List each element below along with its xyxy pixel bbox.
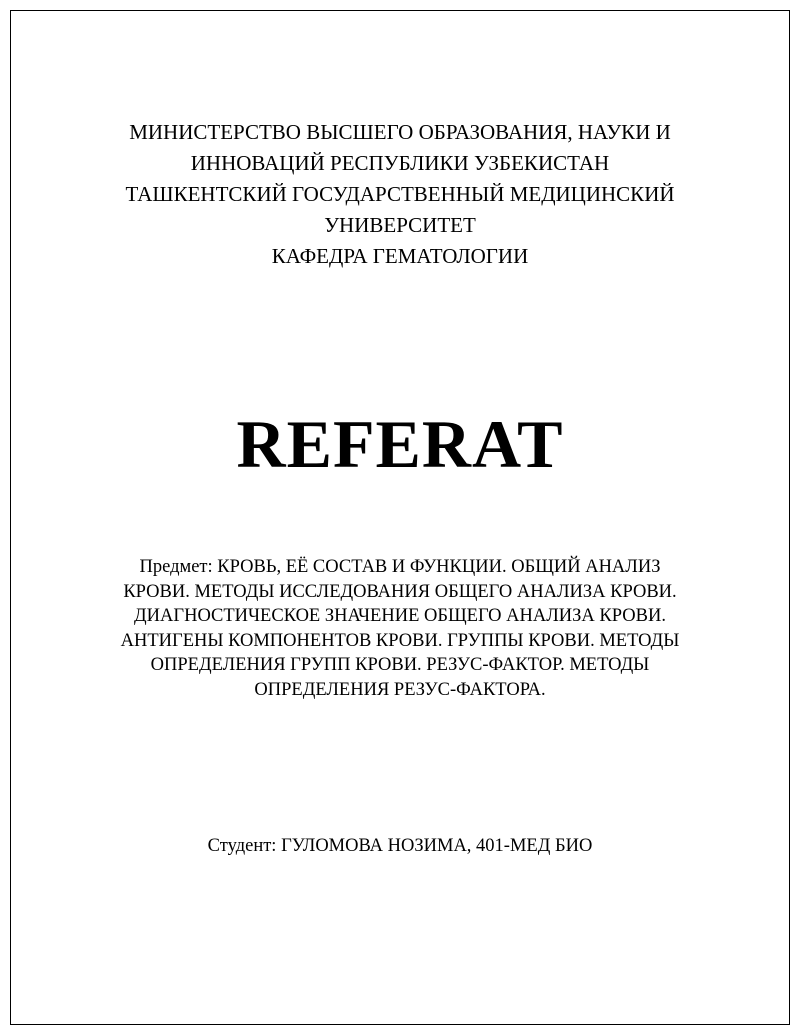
institution-header [100, 117, 700, 272]
header-line-department: КАФЕДРА ГЕМАТОЛОГИИ [271, 244, 529, 268]
subject-line: ОПРЕДЕЛЕНИЯ ГРУПП КРОВИ. РЕЗУС-ФАКТОР. МЕТОДЫ [150, 655, 650, 675]
subject-line: АНТИГЕНЫ КОМПОНЕНТОВ КРОВИ. ГРУППЫ КРОВИ. МЕТОДЫ [120, 630, 680, 651]
header-line-ministry: МИНИСТЕРСТВО ВЫСШЕГО ОБРАЗОВАНИЯ, НАУКИ И [129, 120, 671, 144]
header-line-university-cont: УНИВЕРСИТЕТ [324, 213, 476, 237]
subject-line: КРОВИ. МЕТОДЫ ИССЛЕДОВАНИЯ ОБЩЕГО АНАЛИЗА КРОВИ. [123, 581, 677, 602]
subject-line: Предмет: КРОВЬ, ЕЁ СОСТАВ И ФУНКЦИИ. ОБЩИЙ АНАЛИЗ [139, 557, 661, 577]
student-info: Студент: ГУЛОМОВА НОЗИМА, 401-МЕД БИО [207, 836, 593, 856]
subject-line: ДИАГНОСТИЧЕСКОЕ ЗНАЧЕНИЕ ОБЩЕГО АНАЛИЗА КРОВИ. [134, 606, 666, 626]
subject-block [100, 555, 700, 702]
document-title: REFERAT [236, 406, 564, 482]
subject-line: ОПРЕДЕЛЕНИЯ РЕЗУС-ФАКТОРА. [254, 679, 546, 700]
header-line-university: ТАШКЕНТСКИЙ ГОСУДАРСТВЕННЫЙ МЕДИЦИНСКИЙ [125, 182, 675, 206]
header-line-innovations: ИННОВАЦИЙ РЕСПУБЛИКИ УЗБЕКИСТАН [190, 151, 610, 175]
